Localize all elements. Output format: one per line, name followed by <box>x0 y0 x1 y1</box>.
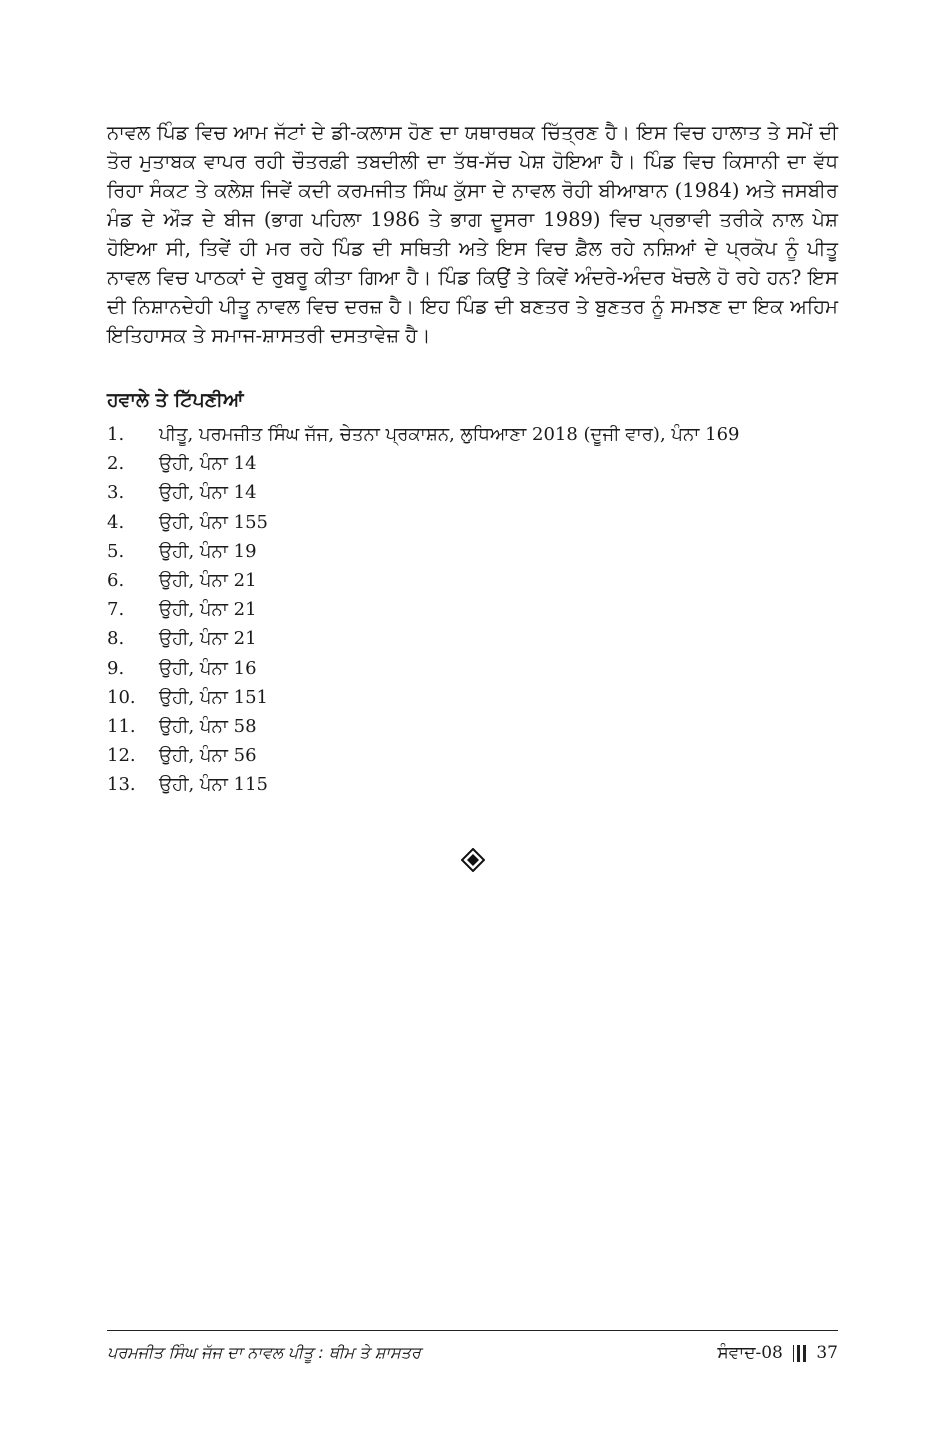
reference-number: 6. <box>107 570 125 592</box>
references-list <box>107 420 838 800</box>
reference-text: ਉਹੀ, ਪੰਨਾ 14 <box>159 453 257 475</box>
reference-text: ਉਹੀ, ਪੰਨਾ 14 <box>159 482 257 504</box>
references-heading: ਹਵਾਲੇ ਤੇ ਟਿੱਪਣੀਆਂ <box>107 389 244 411</box>
journal-name: ਸੰਵਾਦ-08 <box>717 1343 783 1363</box>
reference-number: 7. <box>107 599 125 621</box>
reference-item <box>107 624 838 653</box>
reference-item <box>107 712 838 741</box>
reference-item <box>107 654 838 683</box>
reference-item <box>107 683 838 712</box>
reference-number: 10. <box>107 686 136 708</box>
reference-item <box>107 741 838 770</box>
reference-text: ਉਹੀ, ਪੰਨਾ 151 <box>159 686 269 708</box>
reference-number: 3. <box>107 482 125 504</box>
reference-number: 13. <box>107 774 136 796</box>
reference-text: ਉਹੀ, ਪੰਨਾ 21 <box>159 570 257 592</box>
page-footer <box>107 1339 838 1367</box>
body-paragraph: ਨਾਵਲ ਪਿੰਡ ਵਿਚ ਆਮ ਜੱਟਾਂ ਦੇ ਡੀ-ਕਲਾਸ ਹੋਣ ਦਾ ਯਥਾਰਥਕ ਚਿੱਤ੍ਰਣ ਹੈ। ਇਸ ਵਿਚ ਹਾਲਾਤ ਤੇ ਸਮੇਂ ਦੀ ਤੋਰ ਮੁਤਾਬਕ ਵਾਪਰ ਰਹੀ ਚੌਤਰਫ਼ੀ ਤਬਦੀਲੀ ਦਾ ਤੱਥ-ਸੱਚ ਪੇਸ਼ ਹੋਇਆ ਹੈ। ਪਿੰਡ ਵਿਚ ਕਿਸਾਨੀ ਦਾ ਵੱਧ ਰਿਹਾ ਸੰਕਟ ਤੇ ਕਲੇਸ਼ ਜਿਵੇਂ ਕਦੀ ਕਰਮਜੀਤ ਸਿੰਘ ਕੁੱਸਾ ਦੇ ਨਾਵਲ ਰੋਹੀ ਬੀਆਬਾਨ (1984) ਅਤੇ ਜਸਬੀਰ ਮੰਡ ਦੇ ਔੜ ਦੇ ਬੀਜ (ਭਾਗ ਪਹਿਲਾ 1986 ਤੇ ਭਾਗ ਦੂਸਰਾ 1989) ਵਿਚ ਪ੍ਰਭਾਵੀ ਤਰੀਕੇ ਨਾਲ ਪੇਸ਼ ਹੋਇਆ ਸੀ, ਤਿਵੇਂ ਹੀ ਮਰ ਰਹੇ ਪਿੰਡ ਦੀ ਸਥਿਤੀ ਅਤੇ ਇਸ ਵਿਚ ਫ਼ੈਲ ਰਹੇ ਨਸ਼ਿਆਂ ਦੇ ਪ੍ਰਕੋਪ ਨੂੰ ਪੀਤੂ ਨਾਵਲ ਵਿਚ ਪਾਠਕਾਂ ਦੇ ਰੁਬਰੂ ਕੀਤਾ ਗਿਆ ਹੈ। ਪਿੰਡ ਕਿਉਂ ਤੇ ਕਿਵੇਂ ਅੰਦਰੇ-ਅੰਦਰ ਖੋਚਲੇ ਹੋ ਰਹੇ ਹਨ? ਇਸ ਦੀ ਨਿਸ਼ਾਨਦੇਹੀ ਪੀਤੂ ਨਾਵਲ ਵਿਚ ਦਰਜ਼ ਹੈ। ਇਹ ਪਿੰਡ ਦੀ ਬਣਤਰ ਤੇ ਬੁਣਤਰ ਨੂੰ ਸਮਝਣ ਦਾ ਇਕ ਅਹਿਮ ਇਤਿਹਾਸਕ ਤੇ ਸਮਾਜ-ਸ਼ਾਸਤਰੀ ਦਸਤਾਵੇਜ਼ ਹੈ। <box>107 121 838 347</box>
reference-number: 12. <box>107 745 136 767</box>
reference-item <box>107 566 838 595</box>
reference-item <box>107 770 838 799</box>
reference-text: ਉਹੀ, ਪੰਨਾ 21 <box>159 599 257 621</box>
reference-number: 5. <box>107 540 125 562</box>
footer-rule <box>107 1330 838 1331</box>
reference-item <box>107 420 838 449</box>
reference-number: 2. <box>107 453 125 475</box>
reference-number: 9. <box>107 657 125 679</box>
reference-number: 1. <box>107 424 125 445</box>
reference-item <box>107 537 838 566</box>
reference-text: ਪੀਤੂ, ਪਰਮਜੀਤ ਸਿੰਘ ਜੱਜ, ਚੇਤਨਾ ਪ੍ਰਕਾਸ਼ਨ, ਲੁਧਿਆਣਾ 2018 (ਦੂਜੀ ਵਾਰ), ਪੰਨਾ 169 <box>159 424 740 445</box>
reference-text: ਉਹੀ, ਪੰਨਾ 155 <box>159 511 269 533</box>
reference-text: ਉਹੀ, ਪੰਨਾ 21 <box>159 628 257 650</box>
reference-item <box>107 478 838 507</box>
reference-item <box>107 449 838 478</box>
running-title: ਪਰਮਜੀਤ ਸਿੰਘ ਜੱਜ ਦਾ ਨਾਵਲ ਪੀਤੂ : ਥੀਮ ਤੇ ਸ਼ਾਸਤਰ <box>107 1343 421 1362</box>
reference-text: ਉਹੀ, ਪੰਨਾ 19 <box>159 540 257 562</box>
footer-right <box>717 1343 838 1363</box>
reference-item <box>107 508 838 537</box>
page-content <box>107 118 838 800</box>
diamond-ornament-icon <box>461 848 485 872</box>
reference-text: ਉਹੀ, ਪੰਨਾ 16 <box>159 657 257 679</box>
reference-item <box>107 595 838 624</box>
reference-number: 11. <box>107 716 136 738</box>
reference-number: 4. <box>107 511 125 533</box>
reference-text: ਉਹੀ, ਪੰਨਾ 115 <box>159 774 269 796</box>
reference-number: 8. <box>107 628 125 650</box>
bars-icon <box>793 1344 807 1362</box>
page-number: 37 <box>816 1343 838 1363</box>
reference-text: ਉਹੀ, ਪੰਨਾ 58 <box>159 716 257 738</box>
reference-text: ਉਹੀ, ਪੰਨਾ 56 <box>159 745 257 767</box>
